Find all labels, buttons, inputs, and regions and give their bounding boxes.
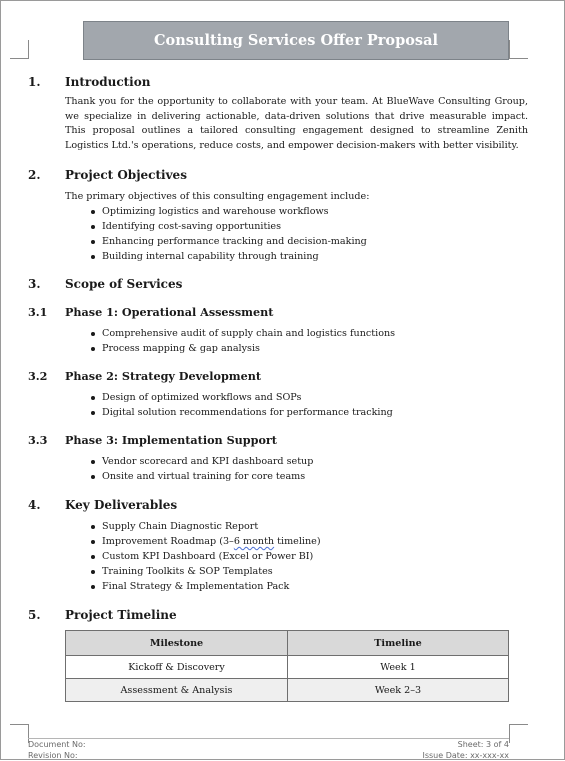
- column-header-milestone: Milestone: [66, 631, 288, 656]
- subsection-number: 3.2: [28, 369, 48, 383]
- phase-2-list: [28, 390, 528, 420]
- objectives-lead: The primary objectives of this consulting engagement include:: [65, 191, 370, 202]
- subsection-phase-1: [28, 305, 528, 356]
- sheet-number: Sheet: 3 of 4: [457, 740, 509, 749]
- document-number: Document No:: [28, 740, 86, 749]
- crop-mark-top-left: [10, 40, 29, 59]
- section-heading: [28, 277, 528, 291]
- roadmap-text: Improvement Roadmap (3–: [102, 536, 234, 547]
- phase-1-list: [28, 326, 528, 356]
- list-item: Enhancing performance tracking and decision-making: [102, 234, 528, 249]
- subsection-heading: [28, 305, 528, 319]
- list-item: Training Toolkits & SOP Templates: [102, 564, 528, 579]
- subsection-number: 3.1: [28, 305, 48, 319]
- issue-date: Issue Date: xx-xxx-xx: [422, 751, 509, 760]
- objectives-list: [28, 204, 528, 264]
- column-header-timeline: Timeline: [288, 631, 509, 656]
- section-title: Project Objectives: [65, 168, 187, 182]
- list-item: Optimizing logistics and warehouse workflows: [102, 204, 528, 219]
- introduction-paragraph: Thank you for the opportunity to collaborate with your team. At BlueWave Consulting Group, we specialize in delivering actionable, data-driven solutions that drive measurable impact. This proposal outlines a tailored consulting engagement designed to streamline Zenith Logistics Ltd.'s operations, reduce costs, and empower decision-makers with better visibility.: [65, 96, 528, 151]
- footer-row: [28, 750, 509, 761]
- table-header-row: [66, 631, 509, 656]
- subsection-phase-2: [28, 369, 528, 420]
- section-number: 3.: [28, 277, 41, 291]
- section-deliverables: [28, 498, 528, 594]
- section-number: 1.: [28, 75, 41, 89]
- section-title: Project Timeline: [65, 608, 177, 622]
- deliverables-list: [28, 519, 528, 594]
- table-cell: Kickoff & Discovery: [66, 656, 288, 679]
- section-timeline: [28, 608, 528, 622]
- section-title: Scope of Services: [65, 277, 183, 291]
- subsection-title: Phase 2: Strategy Development: [65, 369, 262, 383]
- section-number: 4.: [28, 498, 41, 512]
- section-title: Introduction: [65, 75, 151, 89]
- timeline-table: [65, 630, 509, 702]
- subsection-heading: [28, 369, 528, 383]
- document-title: Consulting Services Offer Proposal: [83, 21, 509, 60]
- list-item: Final Strategy & Implementation Pack: [102, 579, 528, 594]
- section-heading: [28, 75, 528, 89]
- list-item: Comprehensive audit of supply chain and logistics functions: [102, 326, 528, 341]
- spellcheck-underline: 6 month: [233, 536, 275, 547]
- list-item: Supply Chain Diagnostic Report: [102, 519, 528, 534]
- section-heading: [28, 608, 528, 622]
- list-item: Vendor scorecard and KPI dashboard setup: [102, 454, 528, 469]
- section-heading: [28, 168, 528, 182]
- list-item: Identifying cost-saving opportunities: [102, 219, 528, 234]
- subsection-title: Phase 3: Implementation Support: [65, 433, 277, 447]
- list-item: Custom KPI Dashboard (Excel or Power BI): [102, 549, 528, 564]
- phase-3-list: [28, 454, 528, 484]
- subsection-heading: [28, 433, 528, 447]
- subsection-phase-3: [28, 433, 528, 484]
- subsection-number: 3.3: [28, 433, 48, 447]
- table-cell: Assessment & Analysis: [66, 679, 288, 702]
- table-cell: Week 2–3: [288, 679, 509, 702]
- table-row: [66, 679, 509, 702]
- list-item: Onsite and virtual training for core teams: [102, 469, 528, 484]
- roadmap-text-tail: timeline): [274, 536, 321, 547]
- crop-mark-bottom-right: [509, 724, 528, 743]
- list-item: Building internal capability through training: [102, 249, 528, 264]
- subsection-title: Phase 1: Operational Assessment: [65, 305, 274, 319]
- list-item: Process mapping & gap analysis: [102, 341, 528, 356]
- section-objectives: [28, 168, 528, 264]
- list-item: Digital solution recommendations for performance tracking: [102, 405, 528, 420]
- section-title: Key Deliverables: [65, 498, 178, 512]
- revision-number: Revision No:: [28, 751, 78, 760]
- list-item: Design of optimized workflows and SOPs: [102, 390, 528, 405]
- page-footer: [28, 738, 509, 761]
- crop-mark-top-right: [509, 40, 528, 59]
- footer-row: [28, 739, 509, 750]
- section-number: 2.: [28, 168, 41, 182]
- list-item: [102, 534, 528, 549]
- table-cell: Week 1: [288, 656, 509, 679]
- section-heading: [28, 498, 528, 512]
- table-row: [66, 656, 509, 679]
- section-number: 5.: [28, 608, 41, 622]
- section-introduction: [28, 75, 528, 153]
- section-scope: [28, 277, 528, 291]
- crop-mark-bottom-left: [10, 724, 29, 743]
